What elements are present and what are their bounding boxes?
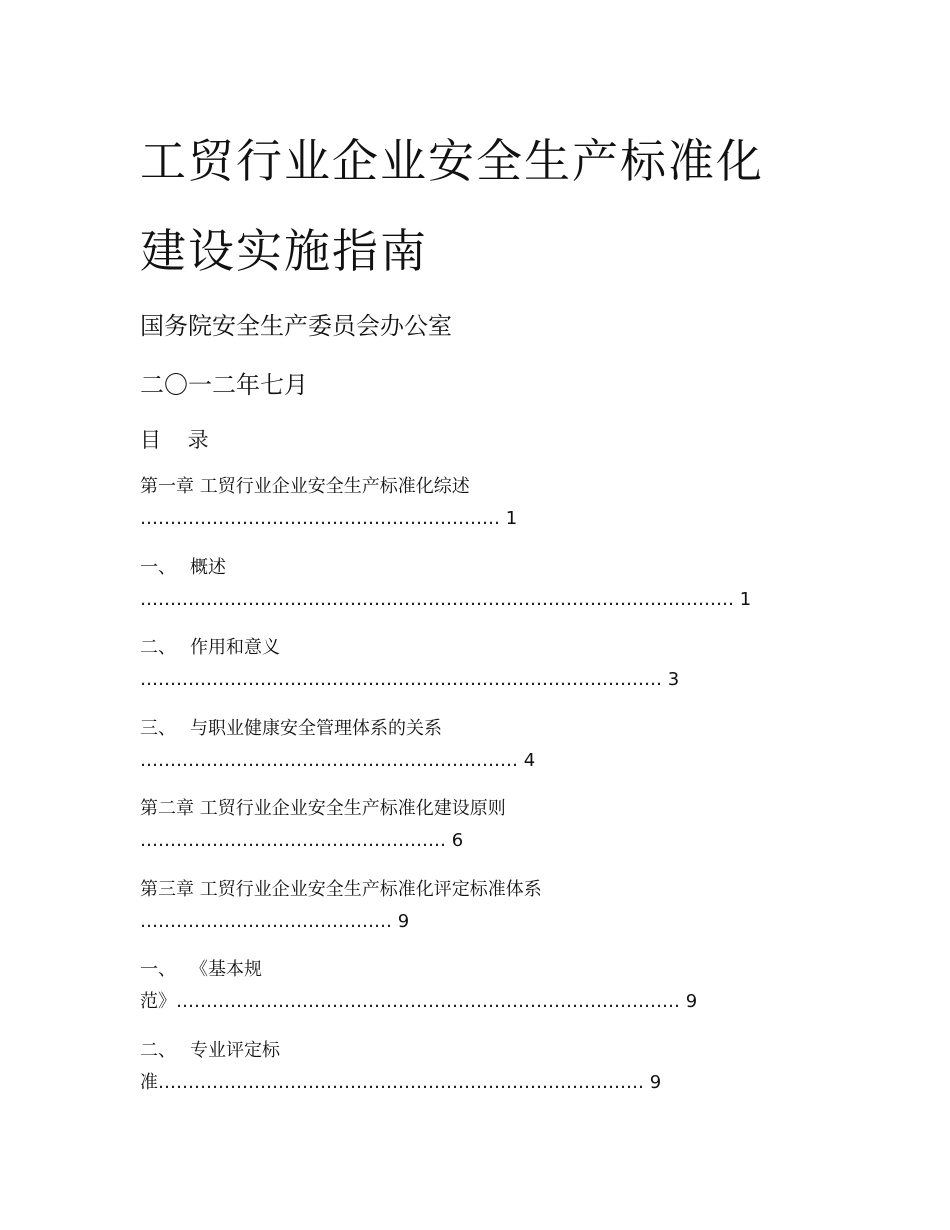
toc-entry-label: 《基本规 bbox=[190, 959, 262, 980]
toc-entry-page: …………………………………………………………………………… 3 bbox=[140, 669, 680, 690]
issuing-organization: 国务院安全生产委员会办公室 bbox=[140, 312, 452, 340]
toc-entry-page: 准……………………………………………………………………… 9 bbox=[140, 1072, 662, 1093]
toc-entry-number: 二、 bbox=[140, 1040, 176, 1061]
toc-entry-relationship[interactable] bbox=[140, 716, 535, 774]
toc-entry-page: ……………………………………………………………………………………… 1 bbox=[140, 589, 752, 610]
toc-entry-label: 第一章 工贸行业企业安全生产标准化综述 bbox=[140, 476, 470, 497]
toc-entry-page: ……………………………………………………… 4 bbox=[140, 750, 536, 771]
toc-entry-chapter-3[interactable] bbox=[140, 877, 542, 935]
toc-entry-page: …………………………………………………… 1 bbox=[140, 508, 518, 529]
toc-entry-basic-norms[interactable] bbox=[140, 957, 697, 1015]
toc-entry-number: 一、 bbox=[140, 959, 176, 980]
toc-heading: 目 录 bbox=[140, 428, 219, 452]
toc-entry-overview[interactable] bbox=[140, 555, 751, 613]
toc-entry-chapter-2[interactable] bbox=[140, 796, 506, 854]
toc-entry-number: 三、 bbox=[140, 718, 176, 739]
toc-entry-professional-standards[interactable] bbox=[140, 1038, 661, 1096]
toc-entry-label: 专业评定标 bbox=[190, 1040, 280, 1061]
issue-date: 二〇一二年七月 bbox=[140, 371, 308, 399]
toc-entry-number: 二、 bbox=[140, 637, 176, 658]
toc-entry-label: 作用和意义 bbox=[190, 637, 280, 658]
toc-entry-purpose[interactable] bbox=[140, 635, 679, 693]
toc-entry-page: 范》………………………………………………………………………… 9 bbox=[140, 991, 698, 1012]
toc-entry-label: 概述 bbox=[190, 557, 226, 578]
document-title-line-1: 工贸行业企业安全生产标准化 bbox=[140, 134, 764, 188]
toc-entry-number: 一、 bbox=[140, 557, 176, 578]
toc-entry-page: …………………………………… 9 bbox=[140, 911, 410, 932]
toc-entry-label: 与职业健康安全管理体系的关系 bbox=[190, 718, 442, 739]
toc-entry-page: …………………………………………… 6 bbox=[140, 830, 464, 851]
document-title-line-2: 建设实施指南 bbox=[140, 224, 428, 278]
toc-entry-label: 第二章 工贸行业企业安全生产标准化建设原则 bbox=[140, 798, 506, 819]
toc-entry-label: 第三章 工贸行业企业安全生产标准化评定标准体系 bbox=[140, 879, 542, 900]
toc-entry-chapter-1[interactable] bbox=[140, 474, 517, 532]
